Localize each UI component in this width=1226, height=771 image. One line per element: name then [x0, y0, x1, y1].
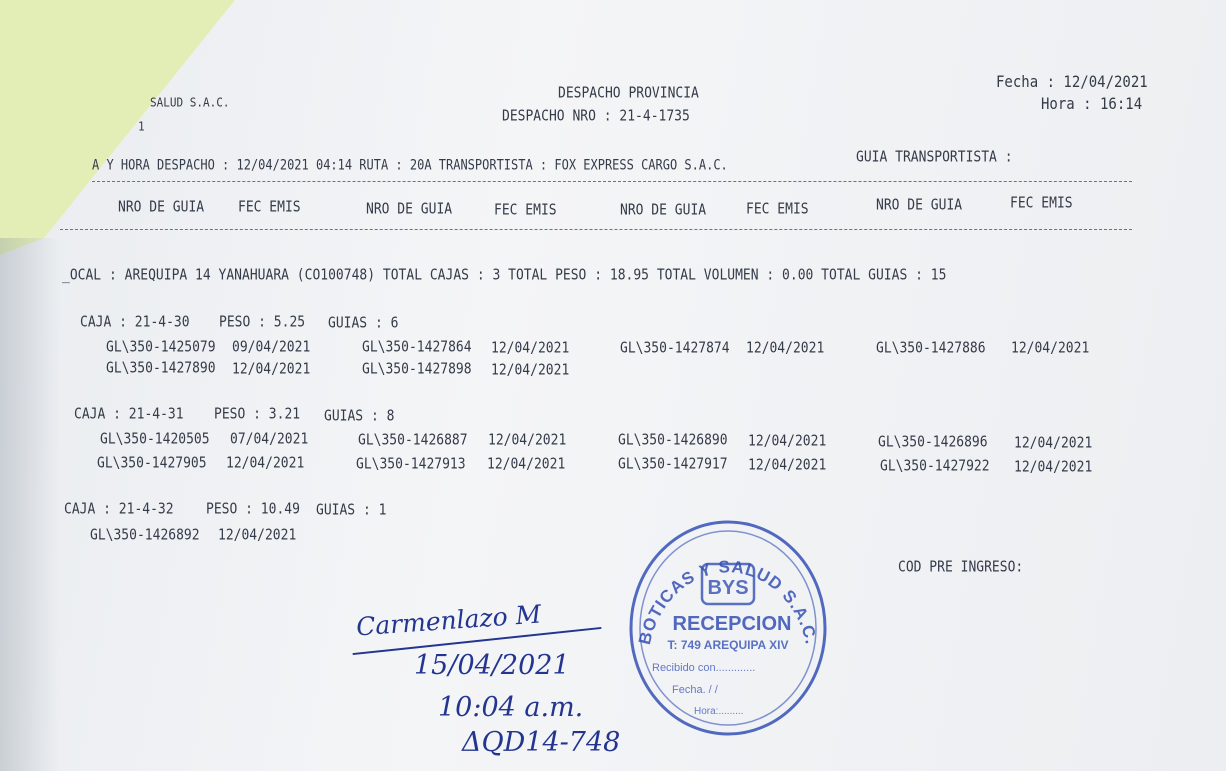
stamp-location: T: 749 AREQUIPA XIV — [667, 638, 789, 652]
guia-date: 12/04/2021 — [1014, 459, 1093, 477]
company-sub: 1 — [138, 119, 145, 134]
stamp-company-text: BOTICAS Y SALUD S.A.C. — [634, 557, 822, 647]
guia-number: GL\350-1427874 — [620, 340, 730, 358]
guia-date: 12/04/2021 — [488, 432, 567, 450]
peso-label: PESO : 10.49 — [206, 501, 300, 519]
peso-label: PESO : 5.25 — [219, 314, 306, 332]
column-header: NRO DE GUIA — [876, 197, 963, 215]
guia-number: GL\350-1426892 — [90, 527, 200, 545]
guia-date: 12/04/2021 — [746, 340, 825, 358]
peso-label: PESO : 3.21 — [214, 406, 301, 424]
guia-number: GL\350-1427898 — [362, 361, 472, 379]
caja-label: CAJA : 21-4-30 — [80, 314, 190, 332]
guias-label: GUIAS : 6 — [328, 315, 399, 333]
stamp-hora: Hora:......... — [694, 706, 744, 717]
guia-date: 12/04/2021 — [748, 433, 827, 451]
dispatch-info-line: A Y HORA DESPACHO : 12/04/2021 04:14 RUTA : 20A TRANSPORTISTA : FOX EXPRESS CARGO S.A.C. — [92, 157, 728, 174]
guia-date: 09/04/2021 — [232, 339, 311, 357]
reception-stamp — [628, 516, 828, 736]
guia-date: 12/04/2021 — [748, 457, 827, 475]
handwritten-time: 10:04 a.m. — [438, 692, 584, 723]
guia-number: GL\350-1426890 — [618, 432, 728, 450]
guia-date: 12/04/2021 — [491, 362, 570, 380]
caja-label: CAJA : 21-4-31 — [74, 406, 184, 424]
header-time: Hora : 16:14 — [1041, 95, 1143, 114]
guia-date: 12/04/2021 — [487, 456, 566, 474]
column-header: FEC EMIS — [238, 199, 301, 217]
column-header: NRO DE GUIA — [366, 201, 453, 219]
guia-number: GL\350-1427905 — [97, 455, 207, 473]
cod-pre-ingreso: COD PRE INGRESO: — [898, 559, 1024, 577]
column-header: FEC EMIS — [746, 201, 809, 219]
guia-number: GL\350-1427864 — [362, 339, 472, 357]
guia-number: GL\350-1425079 — [106, 339, 216, 357]
caja-label: CAJA : 21-4-32 — [64, 501, 174, 519]
guia-date: 12/04/2021 — [491, 340, 570, 358]
divider-bottom — [60, 229, 1132, 230]
divider-top — [92, 181, 1132, 182]
stamp-recibido: Recibido con............. — [652, 662, 756, 674]
guia-number: GL\350-1420505 — [100, 431, 210, 449]
guia-date: 12/04/2021 — [1014, 435, 1093, 453]
guia-number: GL\350-1427917 — [618, 456, 728, 474]
column-header: FEC EMIS — [494, 202, 557, 220]
guia-number: GL\350-1427886 — [876, 340, 986, 358]
stamp-fecha: Fecha. / / — [672, 684, 718, 696]
guias-label: GUIAS : 8 — [324, 408, 395, 426]
stamp-reception: RECEPCION — [672, 613, 792, 635]
guia-number: GL\350-1426887 — [358, 432, 468, 450]
local-summary: _OCAL : AREQUIPA 14 YANAHUARA (CO100748) TOTAL CAJAS : 3 TOTAL PESO : 18.95 TOTAL VOLUMEN : 0.00 TOTAL GUIAS : 15 — [62, 267, 947, 285]
guia-date: 12/04/2021 — [232, 361, 311, 379]
column-header: NRO DE GUIA — [118, 199, 205, 217]
guia-number: GL\350-1427922 — [880, 458, 990, 476]
handwritten-code: ΔQD14-748 — [462, 727, 621, 758]
guia-number: GL\350-1427890 — [106, 360, 216, 378]
guia-date: 12/04/2021 — [1011, 340, 1090, 358]
stamp-logo: BYS — [707, 577, 749, 599]
dispatch-number: DESPACHO NRO : 21-4-1735 — [502, 108, 690, 126]
guia-date: 12/04/2021 — [218, 527, 297, 545]
document-title: DESPACHO PROVINCIA — [558, 85, 699, 103]
guia-number: GL\350-1427913 — [356, 456, 466, 474]
guia-number: GL\350-1426896 — [878, 434, 988, 452]
column-header: NRO DE GUIA — [620, 202, 707, 220]
guia-date: 07/04/2021 — [230, 431, 309, 449]
guias-label: GUIAS : 1 — [316, 502, 387, 520]
column-header: FEC EMIS — [1010, 195, 1073, 213]
guia-transportista: GUIA TRANSPORTISTA : — [856, 149, 1013, 167]
guia-date: 12/04/2021 — [226, 455, 305, 473]
stamp-graphic — [628, 516, 828, 736]
paper-shadow — [0, 238, 60, 771]
company-name: SALUD S.A.C. — [150, 95, 230, 110]
handwritten-date: 15/04/2021 — [414, 650, 570, 681]
handwritten-signature: Carmenlazo M — [355, 599, 543, 642]
header-date: Fecha : 12/04/2021 — [996, 73, 1148, 92]
